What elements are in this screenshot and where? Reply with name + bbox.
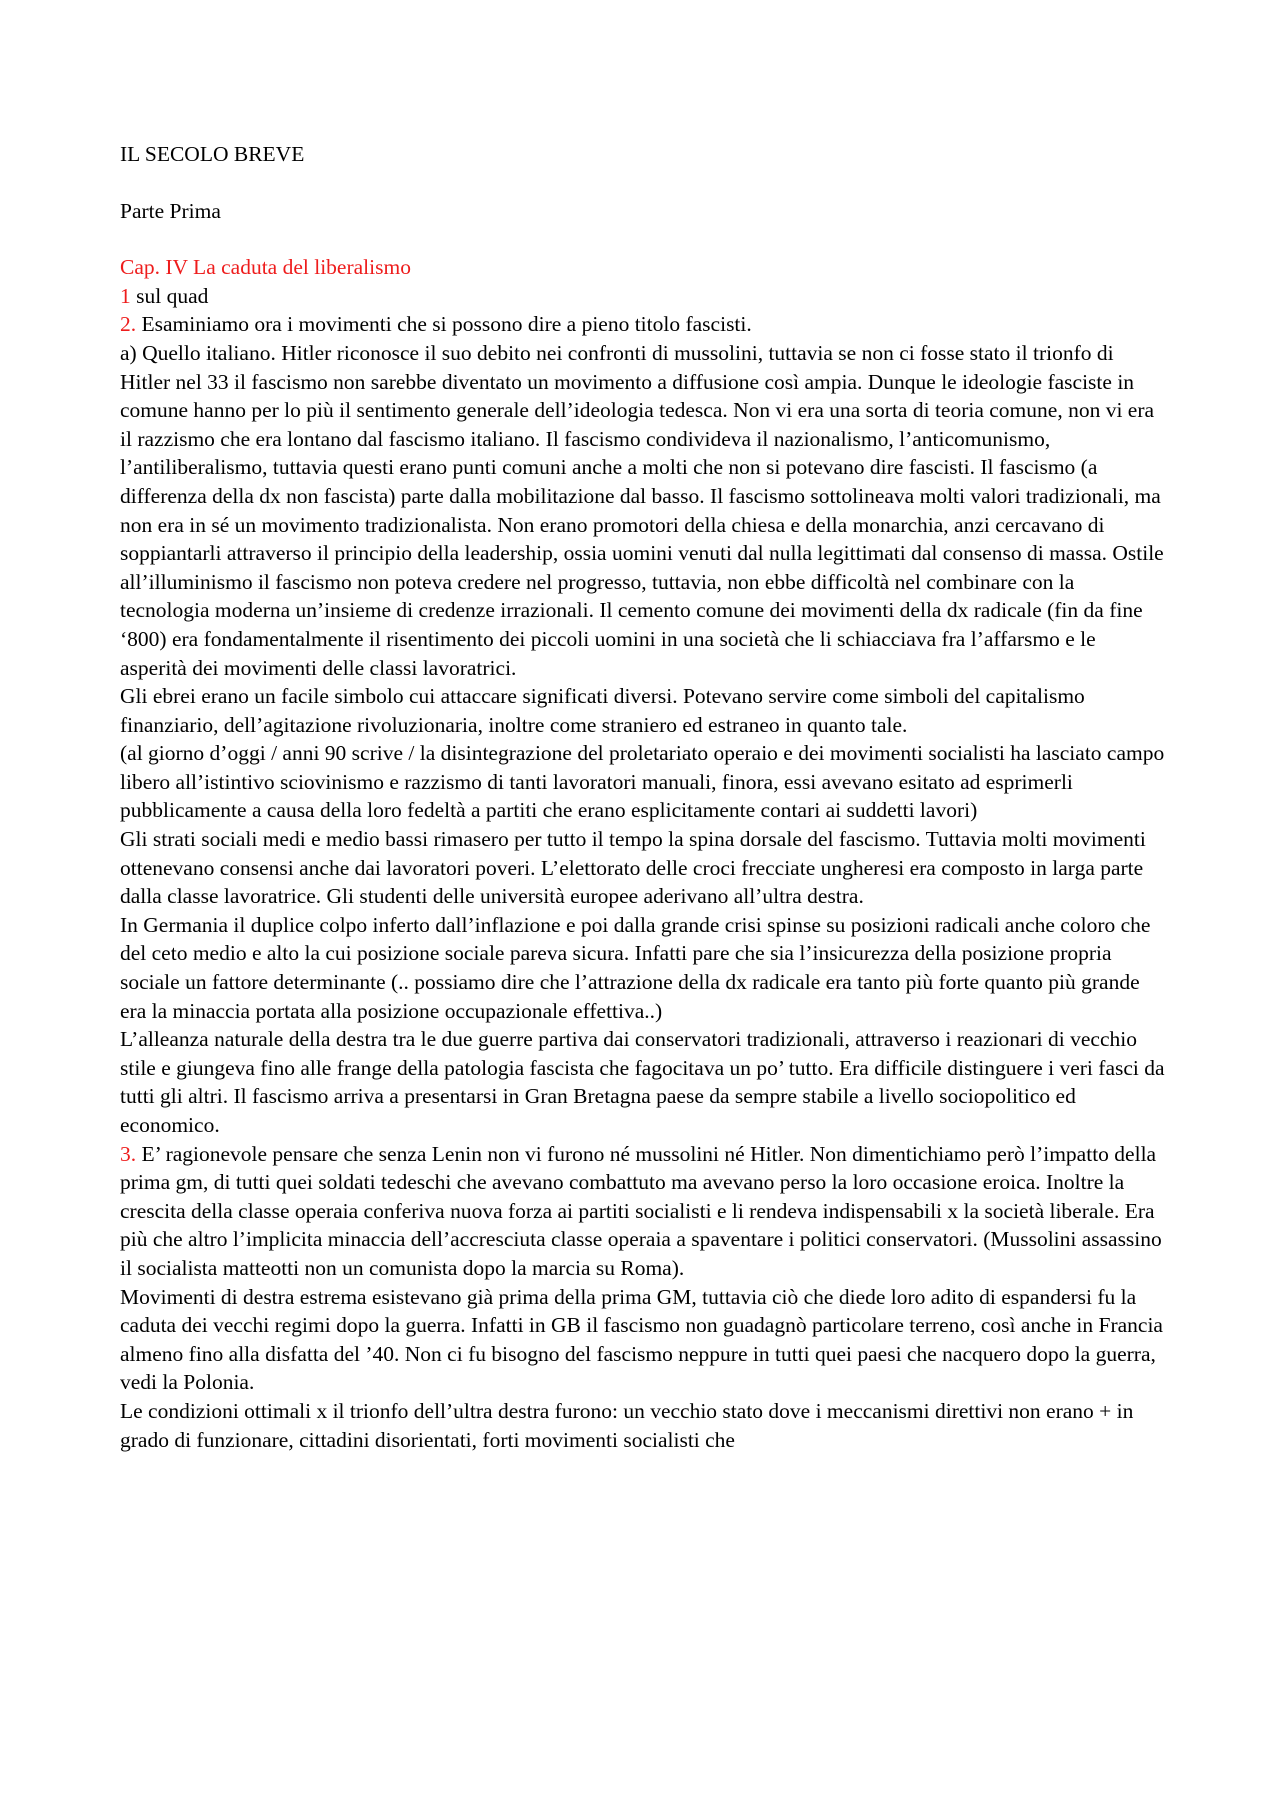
document-title: IL SECOLO BREVE (120, 142, 305, 166)
paragraph-movements: Movimenti di destra estrema esistevano già prima della prima GM, tuttavia ciò che diede loro adito di espandersi fu la caduta dei vecchi regimi dopo la guerra. Infatti in GB il fascismo non guadagnò particolare terreno, così anche in Francia almeno fino alla disfatta del ’40. Non ci fu bisogno del fascismo neppure in tutti quei paesi che nacquero dopo la guerra, vedi la Polonia. (120, 1284, 1163, 1395)
section-2 (120, 310, 1165, 339)
document-page (120, 140, 1165, 1454)
paragraph-italian-fascism: a) Quello italiano. Hitler riconosce il suo debito nei confronti di mussolini, tuttavia se non ci fosse stato il trionfo di Hitler nel 33 il fascismo non sarebbe diventato un movimento a diffusione così ampia. Dunque le ideologie fasciste in comune hanno per lo più il sentimento generale dell’ideologia tedesca. Non vi era una sorta di teoria comune, non vi era il razzismo che era lontano dal fascismo italiano. Il fascismo condivideva il nazionalismo, l’anticomunismo, l’antiliberalismo, tuttavia questi erano punti comuni anche a molti che non si potevano dire fascisti. Il fascismo (a differenza della dx non fascista) parte dalla mobilitazione dal basso. Il fascismo sottolineava molti valori tradizionali, ma non era in sé un movimento tradizionalista. Non erano promotori della chiesa e della monarchia, anzi cercavano di soppiantarli attraverso il principio della leadership, ossia uomini venuti dal nulla legittimati dal consenso di massa. Ostile all’illuminismo il fascismo non poteva credere nel progresso, tuttavia, non ebbe difficoltà nel combinare con la tecnologia moderna un’insieme di credenze irrazionali. Il cemento comune dei movimenti della dx radicale (fin da fine ‘800) era fondamentalmente il risentimento dei piccoli uomini in una società che li schiacciava fra l’affarsmo e le asperità dei movimenti delle classi lavoratrici. (120, 340, 1164, 680)
section-3-text: E’ ragionevole pensare che senza Lenin non vi furono né mussolini né Hitler. Non dimentichiamo però l’impatto della prima gm, di tutti quei soldati tedeschi che avevano combattuto ma avevano perso la loro occasione eroica. Inoltre la crescita della classe operaia conferiva nuova forza ai partiti socialisti e li rendeva indispensabili x la società liberale. Era più che altro l’implicita minaccia dell’accresciuta classe operaia a spaventare i politici conservatori. (Mussolini assassino il socialista matteotti non un comunista dopo la marcia su Roma). (120, 1141, 1162, 1280)
part-heading: Parte Prima (120, 198, 221, 223)
section-1 (120, 282, 1165, 311)
spacer (120, 169, 1165, 197)
paragraph-social-strata: Gli strati sociali medi e medio bassi rimasero per tutto il tempo la spina dorsale del fascismo. Tuttavia molti movimenti ottenevano consensi anche dai lavoratori poveri. L’elettorato delle croci frecciate ungheresi era composto in larga parte dalla classe lavoratrice. Gli studenti delle università europee aderivano all’ultra destra. (120, 827, 1146, 909)
section-3-number: 3. (120, 1141, 137, 1166)
chapter-heading: Cap. IV La caduta del liberalismo (120, 255, 411, 280)
section-2-text: Esaminiamo ora i movimenti che si possono dire a pieno titolo fascisti. (136, 312, 752, 337)
section-1-number: 1 (120, 283, 131, 308)
section-3 (120, 1140, 1165, 1283)
paragraph-germany: In Germania il duplice colpo inferto dall’inflazione e poi dalla grande crisi spinse su posizioni radicali anche coloro che del ceto medio e alto la cui posizione sociale pareva sicura. Infatti pare che sia l’insicurezza della posizione propria sociale un fattore determinante (.. possiamo dire che l’attrazione della dx radicale era tanto più forte quanto più grande era la minaccia portata alla posizione occupazionale effettiva..) (120, 912, 1151, 1023)
paragraph-alliance: L’alleanza naturale della destra tra le due guerre partiva dai conservatori tradizionali, attraverso i reazionari di vecchio stile e giungeva fino alle frange della patologia fascista che fagocitava un po’ tutto. Era difficile distinguere i veri fasci da tutti gli altri. Il fascismo arriva a presentarsi in Gran Bretagna paese da sempre stabile a livello sociopolitico ed economico. (120, 1027, 1165, 1137)
spacer (120, 225, 1165, 253)
paragraph-note: (al giorno d’oggi / anni 90 scrive / la disintegrazione del proletariato operaio e dei movimenti socialisti ha lasciato campo libero all’istintivo sciovinismo e razzismo di tanti lavoratori manuali, finora, essi avevano esitato ad esprimerli pubblicamente a causa della loro fedeltà a partiti che erano esplicitamente contari ai suddetti lavori) (120, 741, 1165, 823)
section-1-text: sul quad (130, 283, 209, 308)
section-2-number: 2. (120, 312, 137, 337)
paragraph-conditions: Le condizioni ottimali x il trionfo dell’ultra destra furono: un vecchio stato dove i meccanismi direttivi non erano + in grado di funzionare, cittadini disorientati, forti movimenti socialisti che (120, 1398, 1134, 1452)
paragraph-jews: Gli ebrei erano un facile simbolo cui attaccare significati diversi. Potevano servire come simboli del capitalismo finanziario, dell’agitazione rivoluzionaria, inoltre come straniero ed estraneo in quanto tale. (120, 684, 1085, 737)
